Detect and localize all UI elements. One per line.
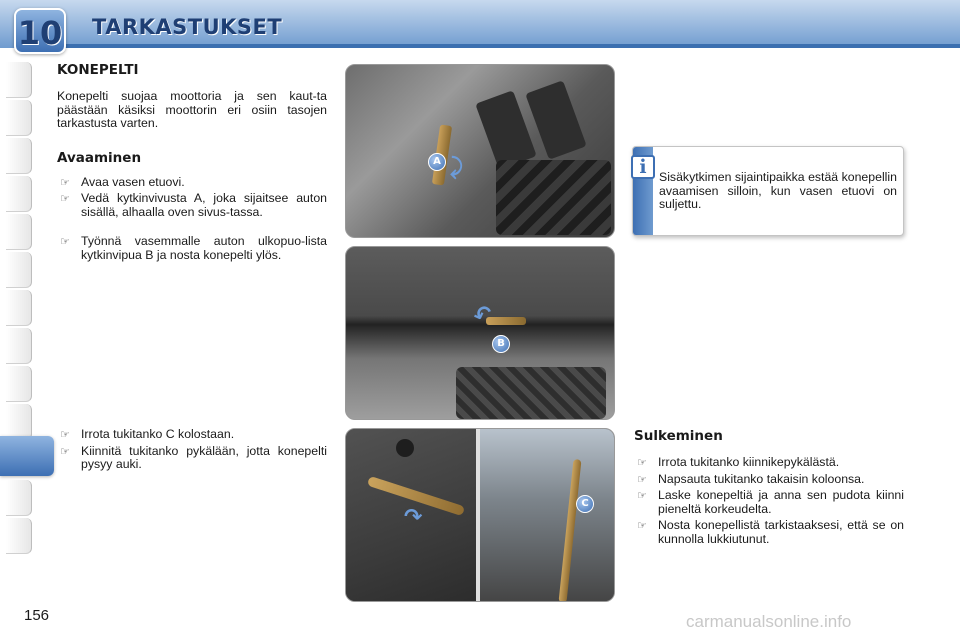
thumb-tab[interactable] (6, 518, 32, 554)
closing-heading: Sulkeminen (634, 428, 723, 444)
thumb-tab[interactable] (6, 138, 32, 174)
pointing-hand-icon: ☞ (60, 175, 70, 189)
info-text: Sisäkytkimen sijaintipaikka estää konepellin avaamisen silloin, kun vasen etuovi on suljettu. (659, 170, 897, 211)
page-number: 156 (24, 607, 50, 624)
pointing-hand-icon: ☞ (60, 428, 70, 441)
photo-right-half (480, 429, 615, 602)
list-item (57, 445, 327, 472)
thumb-tab[interactable] (6, 62, 32, 98)
step-text: Napsauta tukitanko takaisin koloonsa. (658, 471, 865, 486)
photo-left-half (346, 429, 476, 602)
step-text: Irrota tukitanko kiinnikepykälästä. (658, 455, 840, 469)
chapter-title: TARKASTUKSET (92, 15, 283, 39)
floor-mat-shape (496, 160, 611, 235)
photo-prop-rod (345, 428, 615, 602)
prop-rod-raised-shape (558, 459, 581, 602)
chapter-number-tab (14, 8, 66, 54)
pull-arrow-icon: ⤸ (450, 155, 464, 180)
label-a-badge: A (428, 153, 446, 171)
pointing-hand-icon: ☞ (60, 235, 70, 248)
push-left-arrow-icon: ↶ (470, 300, 497, 331)
photo-interior-release-lever (345, 64, 615, 238)
pointing-hand-icon: ☞ (637, 489, 647, 502)
step-text: Irrota tukitanko C kolostaan. (81, 427, 235, 441)
right-column (634, 428, 904, 549)
list-item (634, 519, 904, 546)
thumb-tab[interactable] (6, 366, 32, 402)
opening-heading: Avaaminen (57, 149, 142, 166)
step-text: Nosta konepellistä tarkistaaksesi, että se on kunnolla lukkiutunut. (658, 518, 904, 546)
list-item (57, 192, 327, 219)
list-item (57, 235, 327, 262)
list-item (634, 489, 904, 516)
header-rule (60, 44, 960, 48)
step-text: Laske konepeltiä ja anna sen pudota kiinni pieneltä korkeudelta. (658, 488, 904, 516)
label-b-badge: B (492, 335, 510, 353)
opening-steps (57, 176, 327, 263)
list-item (634, 456, 904, 470)
watermark: carmanualsonline.info (686, 612, 852, 631)
thumb-tab[interactable] (6, 328, 32, 364)
list-item (57, 176, 327, 190)
step-text: Avaa vasen etuovi. (81, 174, 185, 189)
list-item (57, 428, 327, 442)
info-icon: i (631, 155, 655, 179)
label-c-badge: C (576, 495, 594, 513)
rotate-arrow-icon: ↷ (404, 505, 423, 530)
photo-exterior-catch (345, 246, 615, 420)
step-text: Vedä kytkinvivusta A, joka sijaitsee auton sisällä, alhaalla oven sivus-tassa. (81, 191, 327, 219)
left-column-lower (57, 428, 327, 475)
closing-steps (634, 456, 904, 546)
side-thumb-tabs (0, 62, 34, 574)
thumb-tab[interactable] (6, 214, 32, 250)
pointing-hand-icon: ☞ (637, 519, 647, 532)
thumb-tab[interactable] (6, 404, 32, 440)
hole-shape (396, 439, 414, 457)
list-item (634, 473, 904, 487)
thumb-tab[interactable] (6, 176, 32, 212)
thumb-tab[interactable] (6, 252, 32, 288)
pointing-hand-icon: ☞ (637, 472, 647, 486)
pointing-hand-icon: ☞ (60, 444, 70, 458)
pedal-shape (525, 80, 587, 159)
prop-steps (57, 428, 327, 472)
info-note-box (632, 146, 904, 236)
left-column (57, 62, 327, 265)
thumb-tab-active[interactable] (0, 436, 54, 476)
chapter-number: 10 (17, 14, 63, 52)
thumb-tab[interactable] (6, 290, 32, 326)
grille-shape (456, 367, 606, 419)
thumb-tab[interactable] (6, 480, 32, 516)
intro-paragraph: Konepelti suojaa moottoria ja sen kaut-ta päästään käsiksi moottorin eri osiin tasojen tarkastusta varten. (57, 89, 327, 130)
step-text: Kiinnitä tukitanko pykälään, jotta konepelti pysyy auki. (81, 443, 327, 471)
step-text: Työnnä vasemmalle auton ulkopuo-lista kytkinvipua B ja nosta konepelti ylös. (81, 234, 327, 262)
pointing-hand-icon: ☞ (637, 456, 647, 469)
thumb-tab[interactable] (6, 100, 32, 136)
pointing-hand-icon: ☞ (60, 192, 70, 205)
section-title: KONEPELTI (57, 62, 139, 78)
